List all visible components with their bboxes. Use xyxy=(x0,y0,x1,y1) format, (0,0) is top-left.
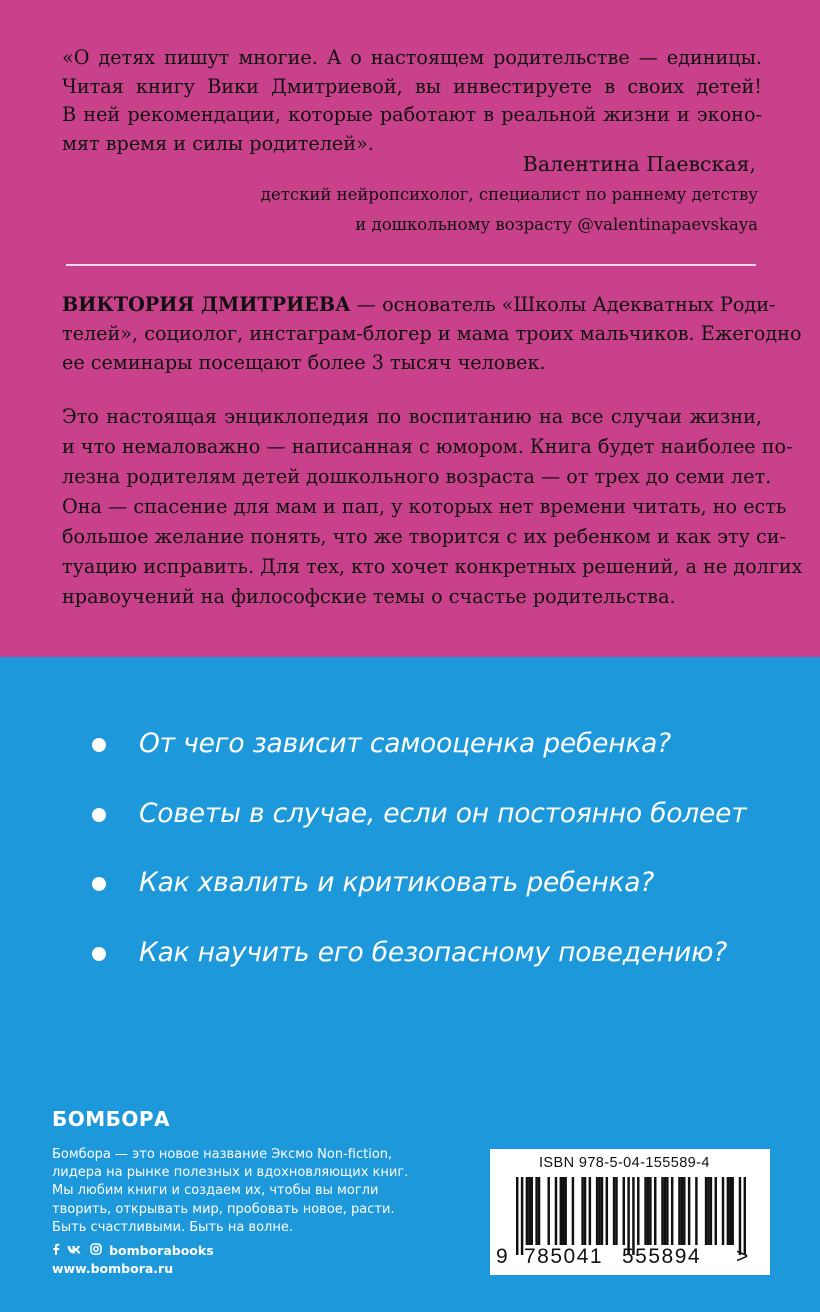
barcode-bar xyxy=(644,1177,646,1245)
barcode-bar xyxy=(606,1177,608,1245)
barcode-bar xyxy=(589,1177,591,1245)
barcode-bar xyxy=(581,1177,583,1245)
isbn-text: ISBN 978-5-04-155589-4 xyxy=(539,1155,710,1171)
barcode-first-digit: 9 xyxy=(496,1245,510,1268)
barcode-bar xyxy=(613,1177,615,1245)
barcode-bar xyxy=(688,1177,690,1245)
bio-line-rest: — основатель «Школы Адекватных Роди- xyxy=(350,293,776,316)
barcode-bar xyxy=(710,1177,712,1245)
author-description: детский нейропсихолог, специалист по раннему детству xyxy=(260,185,758,204)
barcode-bar xyxy=(729,1177,731,1245)
instagram-icon[interactable] xyxy=(90,1242,102,1260)
publisher-text-line: творить, открывать мир, пробовать новое, расти. xyxy=(52,1201,395,1217)
description-line: Она — спасение для мам и пап, у которых нет времени читать, но есть xyxy=(62,495,787,518)
barcode-label xyxy=(490,1149,770,1275)
bullet-dot-icon xyxy=(92,877,106,891)
publisher-logo: БОМБОРА xyxy=(52,1107,171,1131)
barcode-bar xyxy=(560,1177,562,1245)
description-line: нравоучений на философские темы о счастье родительства. xyxy=(62,585,676,608)
barcode-bar xyxy=(572,1177,574,1245)
barcode-bar xyxy=(731,1177,733,1245)
barcode-bar xyxy=(601,1177,603,1245)
author-bio-name: ВИКТОРИЯ ДМИТРИЕВА xyxy=(62,293,351,316)
barcode-bar xyxy=(727,1177,729,1245)
quote-line: мят время и силы родителей». xyxy=(62,131,374,155)
description-line: туацию исправить. Для тех, кто хочет конкретных решений, а не долгих xyxy=(62,555,803,578)
barcode-bar xyxy=(722,1177,724,1245)
barcode-bar xyxy=(596,1177,598,1245)
bio-line: ее семинары посещают более 3 тысяч человек. xyxy=(62,351,546,374)
website-link[interactable]: www.bombora.ru xyxy=(52,1261,174,1276)
barcode-bar xyxy=(681,1177,683,1245)
list-item-text: От чего зависит самооценка ребенка? xyxy=(139,728,672,759)
quote-line: В ней рекомендации, которые работают в реальной жизни и эконо- xyxy=(62,103,762,126)
barcode-bar xyxy=(538,1177,540,1245)
description-line: лезна родителям детей дошкольного возраста — от трех до семи лет. xyxy=(62,465,772,488)
barcode-bar xyxy=(564,1177,566,1245)
barcode-bar xyxy=(584,1177,586,1245)
barcode-bar xyxy=(555,1177,557,1245)
barcode-bar xyxy=(678,1177,680,1245)
barcode-bar xyxy=(705,1177,707,1245)
barcode-guard-bar xyxy=(739,1177,741,1255)
barcode-guard-bar xyxy=(521,1177,523,1255)
description-line: большое желание понять, что же творится с их ребенком и как эту си- xyxy=(62,525,787,548)
book-description xyxy=(62,402,803,612)
barcode-bar xyxy=(707,1177,709,1245)
barcode-bar xyxy=(647,1177,649,1245)
barcode-image xyxy=(516,1177,746,1255)
publisher-text-line: Бомбора — это новое название Эксмо Non-fiction, xyxy=(52,1147,393,1162)
author-name: Валентина Паевская, xyxy=(522,152,756,176)
barcode-guard-bar xyxy=(744,1177,746,1255)
publisher-text-line: Быть счастливыми. Быть на волне. xyxy=(52,1219,293,1235)
barcode-bar xyxy=(526,1177,528,1245)
barcode-bar xyxy=(683,1177,685,1245)
publisher-text-line: лидера на рынке полезных и вдохновляющих книг. xyxy=(52,1165,409,1181)
barcode-bar xyxy=(637,1177,639,1245)
barcode-bar xyxy=(664,1177,666,1245)
description-line: Это настоящая энциклопедия по воспитанию на все случаи жизни, xyxy=(62,405,762,428)
facebook-icon[interactable] xyxy=(52,1242,60,1260)
quote-line: «О детях пишут многие. А о настоящем родительстве — единицы. xyxy=(62,46,762,69)
barcode-quiet-mark: > xyxy=(736,1245,750,1268)
social-handle[interactable]: bomborabooks xyxy=(109,1243,214,1258)
barcode-bar xyxy=(654,1177,656,1245)
barcode-right-digits: 555894 xyxy=(622,1245,702,1268)
endorsement-quote xyxy=(62,44,762,158)
barcode-bar xyxy=(715,1177,717,1245)
barcode-bar xyxy=(535,1177,537,1245)
quote-line: Читая книгу Вики Дмитриевой, вы инвестируете в своих детей! xyxy=(62,74,762,98)
list-item-text: Как научить его безопасному поведению? xyxy=(139,936,728,968)
barcode-guard-bar xyxy=(627,1177,629,1255)
list-item-text: Как хвалить и критиковать ребенка? xyxy=(139,867,655,898)
social-links xyxy=(52,1242,214,1260)
bullet-dot-icon xyxy=(92,947,106,961)
bullet-dot-icon xyxy=(92,808,106,822)
barcode-bar xyxy=(528,1177,530,1245)
barcode-guard-bar xyxy=(516,1177,518,1255)
publisher-text-line: Мы любим книги и создаем их, чтобы вы могли xyxy=(52,1183,379,1199)
endorsement-author xyxy=(261,148,758,240)
barcode-bar xyxy=(666,1177,668,1245)
author-description: и дошкольному возрасту @valentinapaevskaya xyxy=(355,215,758,234)
barcode-bar xyxy=(623,1177,625,1245)
barcode-bar xyxy=(615,1177,617,1245)
barcode-bar xyxy=(695,1177,697,1245)
bio-line xyxy=(62,290,776,319)
barcode-guard-bar xyxy=(632,1177,634,1255)
description-line: и что немаловажно — написанная с юмором. Книга будет наиболее по- xyxy=(62,435,793,458)
barcode-bar xyxy=(531,1177,533,1245)
bullet-dot-icon xyxy=(92,738,106,752)
list-item-text: Советы в случае, если он постоянно болеет xyxy=(139,797,747,829)
barcode-bar xyxy=(562,1177,564,1245)
divider-line xyxy=(66,264,756,266)
barcode-bar xyxy=(598,1177,600,1245)
barcode-bar xyxy=(661,1177,663,1245)
barcode-bar xyxy=(547,1177,549,1245)
publisher-description xyxy=(52,1146,408,1237)
barcode-bar xyxy=(671,1177,673,1245)
barcode-left-digits: 785041 xyxy=(524,1245,604,1268)
author-bio xyxy=(62,290,802,377)
publisher-block xyxy=(52,1106,409,1276)
vk-icon[interactable] xyxy=(67,1242,82,1260)
bio-line: телей», социолог, инстаграм-блогер и мама троих мальчиков. Ежегодно xyxy=(62,322,802,345)
barcode-bar xyxy=(649,1177,651,1245)
